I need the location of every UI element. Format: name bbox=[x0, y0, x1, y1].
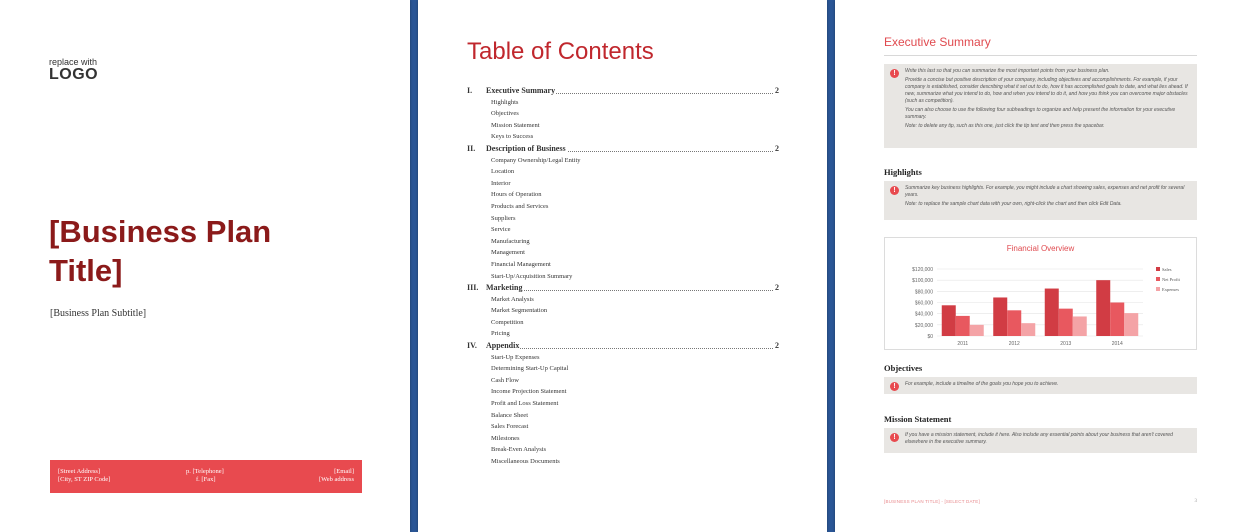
bar-net-profit-2011[interactable] bbox=[956, 316, 970, 336]
legend-swatch bbox=[1156, 287, 1160, 291]
chart-canvas bbox=[885, 238, 1198, 351]
bar-sales-2011[interactable] bbox=[942, 305, 956, 336]
toc-item[interactable]: Miscellaneous Documents bbox=[491, 458, 560, 465]
toc-title: Table of Contents bbox=[467, 38, 654, 65]
toc-item[interactable]: Income Projection Statement bbox=[491, 388, 567, 396]
city-state-zip[interactable]: [City, ST ZIP Code] bbox=[58, 476, 111, 483]
bar-expenses-2011[interactable] bbox=[970, 325, 984, 336]
legend-entry: Expenses bbox=[1162, 287, 1179, 292]
legend-entry: Sales bbox=[1162, 267, 1172, 272]
toc-item[interactable]: Company Ownership/Legal Entity bbox=[491, 156, 581, 164]
bar-net-profit-2013[interactable] bbox=[1059, 309, 1073, 336]
page-footer: [BUSINESS PLAN TITLE] - [SELECT DATE] bbox=[884, 499, 980, 504]
tip-text: Write this last so that you can summarize the most important points from your business plan. bbox=[905, 68, 1110, 74]
toc-item[interactable]: Financial Management bbox=[491, 260, 551, 268]
toc-page bbox=[418, 0, 827, 532]
toc-item[interactable]: Objectives bbox=[491, 110, 519, 118]
x-tick-label: 2012 bbox=[1008, 341, 1020, 347]
tip-text: You can also choose to use the following four subheadings to organize and help present the information for your executive summary. bbox=[905, 107, 1176, 120]
y-tick-label: $0 bbox=[927, 334, 933, 340]
telephone[interactable]: p. [Telephone] bbox=[186, 468, 224, 475]
page-number: 3 bbox=[1194, 499, 1197, 504]
bar-expenses-2014[interactable] bbox=[1124, 313, 1138, 336]
toc-section-2[interactable] bbox=[467, 143, 779, 155]
x-tick-label: 2013 bbox=[1060, 341, 1072, 347]
toc-item[interactable]: Milestones bbox=[491, 434, 520, 442]
toc-item[interactable]: Products and Services bbox=[491, 202, 549, 210]
toc-item[interactable]: Break-Even Analysis bbox=[491, 446, 547, 454]
tip-text: Summarize key business highlights. For example, you might include a chart showing sales, expenses and net profit for several years. bbox=[905, 185, 1185, 198]
toc-item[interactable]: Competition bbox=[491, 318, 524, 326]
x-tick-label: 2014 bbox=[1111, 341, 1123, 347]
web-address[interactable]: [Web address bbox=[318, 476, 354, 483]
phone-block bbox=[186, 468, 224, 484]
tip-text: For example, include a timeline of the goals you hope you to achieve. bbox=[905, 381, 1059, 387]
toc-item[interactable]: Suppliers bbox=[491, 214, 516, 222]
toc-page-number: 2 bbox=[775, 341, 779, 351]
toc-section-label: Description of Business bbox=[486, 143, 779, 152]
logo-big-text: LOGO bbox=[49, 66, 99, 83]
executive-summary-heading: Executive Summary bbox=[884, 35, 991, 49]
email[interactable]: [Email] bbox=[334, 468, 354, 475]
toc-section-label: Appendix bbox=[486, 340, 779, 349]
tip-box-mission[interactable] bbox=[884, 428, 1197, 453]
toc-section-label: Marketing bbox=[486, 282, 779, 291]
tip-box-objectives[interactable] bbox=[884, 377, 1197, 394]
toc-item[interactable]: Determining Start-Up Capital bbox=[491, 365, 569, 373]
toc-item[interactable]: Start-Up Expenses bbox=[491, 353, 540, 361]
bar-expenses-2012[interactable] bbox=[1021, 323, 1035, 336]
business-plan-title[interactable] bbox=[49, 212, 349, 290]
bar-sales-2013[interactable] bbox=[1045, 289, 1059, 336]
toc-section-4[interactable] bbox=[467, 340, 779, 352]
bar-net-profit-2014[interactable] bbox=[1110, 303, 1124, 337]
toc-item[interactable]: Sales Forecast bbox=[491, 423, 529, 431]
y-tick-label: $120,000 bbox=[912, 267, 933, 273]
toc-section-1[interactable] bbox=[467, 85, 779, 97]
y-tick-label: $80,000 bbox=[914, 289, 933, 296]
toc-page-number: 2 bbox=[775, 283, 779, 293]
toc-item[interactable]: Pricing bbox=[491, 330, 510, 338]
toc-item[interactable]: Market Segmentation bbox=[491, 307, 548, 315]
address-block bbox=[58, 468, 110, 484]
toc-item[interactable]: Manufacturing bbox=[491, 237, 530, 245]
toc-page-number: 2 bbox=[775, 143, 779, 153]
financial-overview-chart[interactable] bbox=[884, 237, 1197, 350]
toc-section-label: Executive Summary bbox=[486, 85, 779, 94]
toc-section-number: II. bbox=[467, 143, 476, 153]
contact-bar bbox=[50, 460, 362, 493]
toc-item[interactable]: Service bbox=[491, 226, 511, 234]
logo-placeholder[interactable] bbox=[49, 57, 98, 83]
bar-sales-2014[interactable] bbox=[1096, 280, 1110, 336]
title-line-2: Title] bbox=[49, 253, 123, 288]
y-tick-label: $100,000 bbox=[912, 278, 933, 285]
legend-swatch bbox=[1156, 267, 1160, 271]
y-tick-label: $20,000 bbox=[914, 322, 933, 329]
logo-small-text: replace with bbox=[49, 57, 98, 67]
table-of-contents bbox=[467, 85, 779, 468]
toc-item[interactable]: Market Analysis bbox=[491, 295, 534, 303]
info-icon: ! bbox=[890, 433, 899, 442]
toc-item[interactable]: Start-Up/Acquisition Summary bbox=[491, 272, 573, 280]
toc-page-number: 2 bbox=[775, 86, 779, 95]
tip-box-executive-summary[interactable] bbox=[884, 64, 1197, 148]
heading-divider bbox=[884, 55, 1197, 56]
fax[interactable]: f. [Fax] bbox=[196, 476, 216, 483]
toc-section-number: III. bbox=[467, 283, 479, 293]
toc-item[interactable]: Location bbox=[491, 168, 515, 176]
bar-sales-2012[interactable] bbox=[993, 297, 1007, 336]
y-tick-label: $40,000 bbox=[914, 311, 933, 318]
highlights-heading: Highlights bbox=[884, 167, 922, 177]
web-block bbox=[319, 468, 354, 484]
toc-item[interactable]: Management bbox=[491, 249, 525, 257]
title-line-1: [Business Plan bbox=[49, 214, 272, 249]
objectives-heading: Objectives bbox=[884, 363, 923, 373]
bar-expenses-2013[interactable] bbox=[1073, 316, 1087, 336]
toc-item[interactable]: Profit and Loss Statement bbox=[491, 400, 559, 408]
legend-swatch bbox=[1156, 277, 1160, 281]
toc-section-3[interactable] bbox=[467, 282, 779, 294]
executive-summary-page bbox=[835, 0, 1247, 532]
toc-section-number: I. bbox=[467, 86, 473, 95]
tip-text: Note: to replace the sample chart data with your own, right-click the chart and then click Edit Data. bbox=[905, 201, 1122, 207]
mission-statement-heading: Mission Statement bbox=[884, 414, 952, 424]
toc-item[interactable]: Interior bbox=[491, 179, 511, 187]
tip-text: Note: to delete any tip, such as this one, just click the tip text and then press the spacebar. bbox=[905, 123, 1105, 129]
toc-item[interactable]: Highlights bbox=[491, 98, 519, 106]
y-tick-label: $60,000 bbox=[914, 300, 933, 307]
info-icon: ! bbox=[890, 69, 899, 78]
tip-text: If you have a mission statement, include it here. Also include any essential points about your business that aren't covered elsewhere in the executive summary. bbox=[905, 432, 1173, 445]
toc-item[interactable]: Cash Flow bbox=[491, 376, 519, 384]
toc-item[interactable]: Hours of Operation bbox=[491, 191, 542, 199]
toc-item[interactable]: Balance Sheet bbox=[491, 411, 528, 419]
x-tick-label: 2011 bbox=[957, 341, 969, 347]
toc-item[interactable]: Mission Statement bbox=[491, 121, 540, 129]
legend-entry: Net Profit bbox=[1162, 277, 1180, 282]
cover-page bbox=[0, 0, 410, 532]
street-address[interactable]: [Street Address] bbox=[58, 468, 101, 475]
info-icon: ! bbox=[890, 186, 899, 195]
toc-section-number: IV. bbox=[467, 341, 477, 351]
chart-title: Financial Overview bbox=[1006, 244, 1075, 253]
bar-net-profit-2012[interactable] bbox=[1007, 310, 1021, 336]
business-plan-subtitle[interactable]: [Business Plan Subtitle] bbox=[50, 308, 147, 319]
tip-text: Provide a concise but positive description of your company, including objectives and accomplishments. For example, if your company is established, consider describing what it set out to do, how it has accomplished goals to date, and what lies ahead. If new, summarize what you intend to do, how and when you intend to do it, and how you think you can overcome major obstacles (such as competition). bbox=[905, 77, 1188, 104]
tip-box-highlights[interactable] bbox=[884, 181, 1197, 220]
toc-item[interactable]: Keys to Success bbox=[491, 133, 534, 141]
info-icon: ! bbox=[890, 382, 899, 391]
